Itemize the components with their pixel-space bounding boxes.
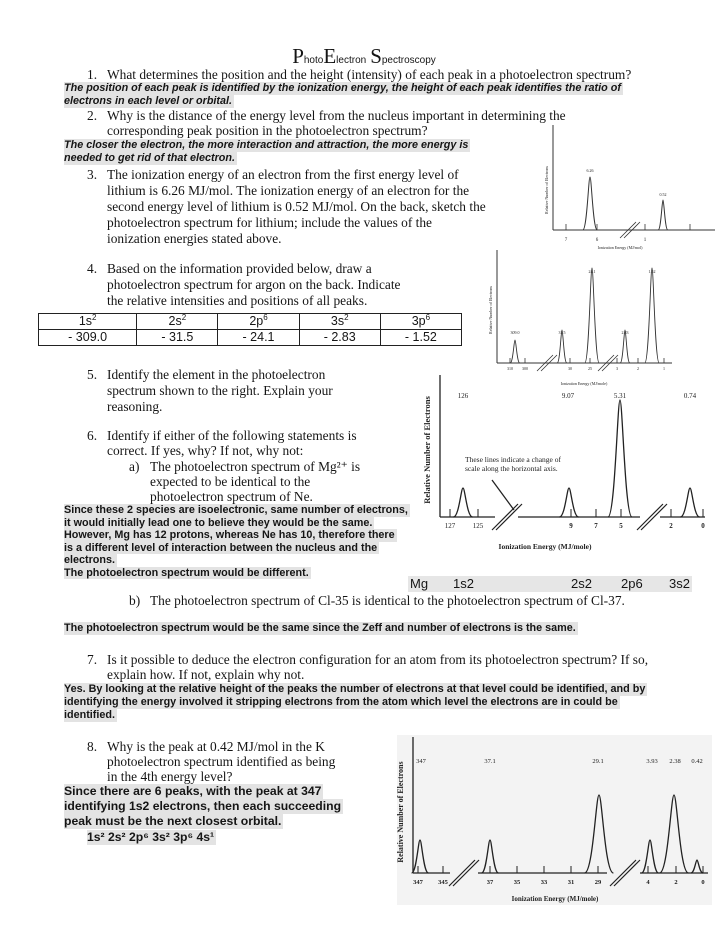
spectrum-peak — [608, 400, 632, 517]
answer-6a-line: However, Mg has 12 protons, whereas Ne has 10, therefore there — [64, 529, 395, 541]
neon-like-spectrum-figure — [422, 375, 705, 551]
lithium-spectrum-figure — [544, 125, 715, 250]
answer-6b: The photoelectron spectrum would be the same since the Zeff and number of electrons is the same. — [64, 622, 576, 634]
axis-label: Ionization Energy (MJ/mole) — [498, 542, 592, 551]
tick-label: 37 — [486, 879, 494, 886]
tick-label: 300 — [522, 366, 528, 371]
electron-count: 6 — [425, 312, 431, 322]
question-number: 5. — [87, 367, 98, 382]
question-5-text: reasoning. — [107, 399, 163, 414]
tick-label: 4 — [646, 879, 650, 886]
sub-question-a-text: photoelectron spectrum of Ne. — [150, 489, 313, 504]
answer-6a-line: Since these 2 species are isoelectronic, same number of electrons, — [64, 504, 408, 516]
answer-1-line: electrons in each level or orbital. — [64, 95, 233, 107]
axis-label: Relative Number of Electrons — [422, 396, 432, 504]
question-7-text: explain how. If not, explain why not. — [107, 667, 305, 682]
orbital: 2p — [249, 314, 264, 328]
question-2-text: corresponding peak position in the photoelectron spectrum? — [107, 123, 428, 138]
question-4-text: photoelectron spectrum for argon on the back. Indicate — [107, 277, 401, 292]
peak-label: 3.93 — [646, 758, 658, 765]
tick-label: 1 — [643, 238, 647, 243]
spectrum-peak — [510, 340, 520, 363]
question-8-text: photoelectron spectrum identified as being — [107, 754, 336, 769]
title-letter: S — [370, 44, 382, 68]
tick-label: 347 — [413, 879, 423, 886]
question-4-text: the relative intensities and positions of all peaks. — [107, 293, 368, 308]
question-3-text: ionization energies stated above. — [107, 231, 282, 246]
spectrum-peak — [453, 488, 472, 517]
question-6-text: Identify if either of the following statements is — [107, 428, 357, 443]
peak-label: 126 — [457, 392, 469, 400]
table-cell: - 1.52 — [380, 330, 461, 346]
tick-label: 25 — [588, 366, 592, 371]
sub-question-label: a) — [129, 459, 140, 474]
question-8-text: Why is the peak at 0.42 MJ/mol in the K — [107, 739, 325, 754]
orbital-label: 2p6 — [621, 576, 643, 591]
peak-label: 0.52 — [659, 192, 667, 197]
question-number: 2. — [87, 108, 98, 123]
annotation-arrow — [492, 480, 514, 510]
peak-label: 24.1 — [588, 269, 596, 274]
peak-label: 309.0 — [510, 330, 520, 335]
question-7-text: Is it possible to deduce the electron configuration for an atom from its photoelectron spectrum? If so, — [107, 652, 649, 667]
peak-label: 29.1 — [592, 758, 604, 765]
sub-question-label: b) — [129, 593, 141, 608]
orbital: 3p — [411, 314, 426, 328]
peak-label: 347 — [416, 758, 426, 765]
orbital: 1s — [78, 314, 93, 328]
question-5-text: spectrum shown to the right. Explain your — [107, 383, 333, 398]
answer-6a-line: is a different level of interaction between the nucleus and the — [64, 541, 378, 554]
orbital: 3s — [330, 314, 345, 328]
axis-label: Relative Number of Electrons — [396, 761, 405, 863]
table-cell: - 24.1 — [218, 330, 299, 346]
answer-6a-line: electrons. — [64, 554, 116, 566]
sub-question-b-text: The photoelectron spectrum of Cl-35 is identical to the photoelectron spectrum of Cl-37. — [150, 593, 625, 608]
axis-label: Relative Number of Electrons — [488, 286, 493, 334]
tick-label: 30 — [568, 366, 572, 371]
scale-break-mark — [492, 504, 518, 530]
question-3-text: second energy level of lithium is 0.52 MJ/mol. On the back, sketch the — [107, 199, 486, 214]
tick-label: 125 — [472, 522, 484, 530]
answer-8-line: peak must be the next closest orbital. — [64, 814, 282, 828]
tick-label: 2 — [637, 366, 639, 371]
peak-label: 2.83 — [621, 330, 629, 335]
sub-question-a-text: expected to be identical to the — [150, 474, 311, 489]
answer-8-line: identifying 1s2 electrons, then each succeeding — [64, 799, 342, 813]
orbital-label: 1s2 — [453, 576, 474, 591]
spectrum-peak — [680, 488, 699, 517]
tick-label: 35 — [513, 879, 521, 886]
tick-label: 7 — [564, 238, 568, 243]
peak-label: 6.26 — [586, 168, 594, 173]
annotation-text: These lines indicate a change of — [465, 455, 561, 464]
spectrum-peak — [559, 488, 578, 517]
element-symbol: Mg — [410, 576, 429, 591]
question-8-text: in the 4th energy level? — [107, 769, 233, 784]
electron-count: 6 — [263, 312, 268, 322]
axis-label: Ionization Energy (MJ/mol) — [597, 245, 643, 250]
answer-7-line: identified. — [64, 709, 115, 721]
orbital: 2s — [168, 314, 182, 328]
question-6-text: correct. If yes, why? If not, why not: — [107, 443, 304, 458]
answer-6a-line: it would initially lead one to believe they would be the same. — [64, 516, 373, 529]
tick-label: 2 — [669, 522, 673, 530]
table-cell: - 31.5 — [137, 330, 218, 346]
table-cell: - 2.83 — [299, 330, 380, 346]
title-part: hoto — [303, 55, 324, 66]
tick-label: 3 — [616, 366, 618, 371]
tick-label: 33 — [540, 879, 548, 886]
spectrum-peak — [658, 200, 668, 230]
title-letter: P — [292, 44, 304, 68]
sub-question-a-text: The photoelectron spectrum of Mg²⁺ is — [150, 459, 361, 474]
scale-break-mark — [637, 504, 663, 530]
tick-label: 0 — [701, 879, 705, 886]
peak-label: 0.42 — [691, 758, 703, 765]
question-3-text: The ionization energy of an electron from the first energy level of — [107, 167, 459, 182]
answer-7-line: identifying the energy involved it stripping electrons from the atom which level the electrons are in could be — [64, 696, 618, 708]
answer-1-line: The position of each peak is identified by the ionization energy, the height of each peak identifies the ratio of — [64, 82, 621, 94]
spectrum-peak — [583, 177, 597, 230]
tick-label: 310 — [507, 366, 513, 371]
question-number: 7. — [87, 652, 98, 667]
answer-7-line: Yes. By looking at the relative height of the peaks the number of electrons at that level could be identified, and by — [64, 683, 646, 695]
tick-label: 5 — [619, 522, 623, 530]
peak-label: 37.1 — [484, 758, 496, 765]
answer-6a-line: The photoelectron spectrum would be different. — [64, 566, 309, 579]
peak-label: 9.07 — [561, 392, 575, 400]
question-3-text: photoelectron spectrum for lithium; include the values of the — [107, 215, 433, 230]
question-number: 8. — [87, 739, 98, 754]
annotation-text: scale along the horizontal axis. — [465, 464, 558, 473]
title-part: pectroscopy — [381, 55, 436, 66]
peak-label: 1.52 — [648, 269, 656, 274]
electron-count: 2 — [181, 312, 187, 322]
tick-label: 2 — [674, 879, 678, 886]
axis-label: Relative Number of Electrons — [544, 166, 549, 214]
peak-label: 2.38 — [669, 758, 681, 765]
electron-count: 2 — [344, 312, 349, 322]
tick-label: 1 — [663, 366, 665, 371]
tick-label: 127 — [444, 522, 456, 530]
answer-8-line: Since there are 6 peaks, with the peak at 347 — [64, 784, 322, 798]
electron-configuration: 1s² 2s² 2p⁶ 3s² 3p⁶ 4s¹ — [87, 830, 215, 844]
orbital-label: 3s2 — [669, 576, 690, 591]
axis-label: Ionization Energy (MJ/mole) — [511, 895, 599, 903]
question-number: 1. — [87, 67, 98, 82]
peak-label: 5.31 — [613, 392, 627, 400]
question-1-text: What determines the position and the height (intensity) of each peak in a photoelectron spectrum? — [107, 67, 632, 82]
axis-label: Ionization Energy (MJ/mole) — [560, 381, 608, 386]
question-4-text: Based on the information provided below, draw a — [107, 261, 372, 276]
spectrum-peak — [585, 268, 599, 363]
title-letter: E — [323, 44, 337, 68]
answer-2-line: needed to get rid of that electron. — [64, 152, 235, 164]
peak-label: 31.5 — [558, 330, 566, 335]
spectrum-peak — [645, 268, 659, 363]
orbital-label: 2s2 — [571, 576, 592, 591]
tick-label: 9 — [569, 522, 573, 530]
argon-spectrum-figure — [488, 250, 672, 386]
question-5-text: Identify the element in the photoelectron — [107, 367, 326, 382]
tick-label: 345 — [438, 879, 448, 886]
peak-label: 0.74 — [683, 392, 697, 400]
tick-label: 7 — [594, 522, 598, 530]
question-2-text: Why is the distance of the energy level from the nucleus important in determining the — [107, 108, 566, 123]
question-number: 3. — [87, 167, 98, 182]
tick-label: 29 — [594, 879, 602, 886]
answer-2-line: The closer the electron, the more interaction and attraction, the more energy is — [64, 139, 469, 151]
question-3-text: lithium is 6.26 MJ/mol. The ionization energy of an electron for the — [107, 183, 470, 198]
tick-label: 0 — [701, 522, 705, 530]
tick-label: 31 — [567, 879, 575, 886]
question-number: 4. — [87, 261, 98, 276]
table-cell: - 309.0 — [39, 330, 137, 346]
electron-count: 2 — [92, 312, 97, 322]
title-part: lectron — [336, 55, 367, 66]
tick-label: 6 — [595, 238, 599, 243]
question-number: 6. — [87, 428, 98, 443]
